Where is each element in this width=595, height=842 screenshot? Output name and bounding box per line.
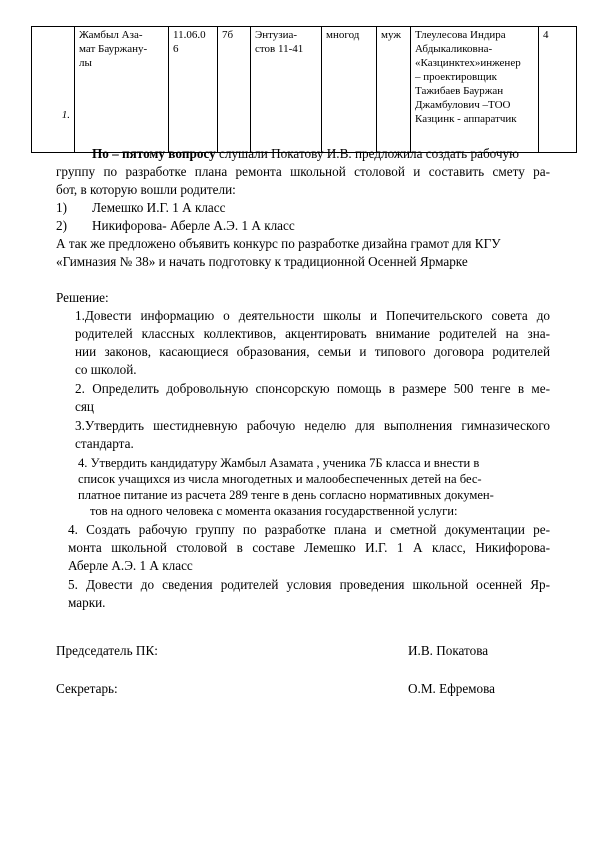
secretary-label: Секретарь: [56,681,118,696]
decision-p4-line1: 4. Утвердить кандидатуру Жамбыл Азамата , ученика 7Б класса и внести в [78,456,480,470]
children-count: 4 [543,29,549,41]
secretary-name: О.М. Ефремова [408,681,496,696]
name-cell [75,27,169,153]
decision-p4-line2: список учащихся из числа многодетных и малообеспеченных детей на бес- [78,472,482,486]
gender: муж [381,29,401,41]
decision-p5-line1: 4. Создать рабочую группу по разработке плана и сметной документации ре- [68,522,550,537]
student-table [31,26,577,153]
list-item: Никифорова- Аберле А.Э. 1 А класс [92,218,295,233]
fifth-question-lead: По – пятому вопросу [92,146,216,161]
chair-name: И.В. Покатова [408,643,489,658]
decision-p3-line1: 3.Утвердить шестидневную рабочую неделю для выполнения гимназического [75,418,550,433]
family-status: многод [326,29,360,41]
dob-cell [169,27,218,153]
decision-p1-line2: родителей классных коллективов, акцентировать внимание родителей на зна- [75,326,550,341]
decision-p1-line3: нии законов, касающиеся образования, семьи и типового договора родителей [75,344,550,359]
gender-cell [377,27,411,153]
fifth-question-line2: группу по разработке плана ремонта школьной столовой и составить смету ра- [56,164,550,179]
contest-line2: «Гимназия № 38» и начать подготовку к традиционной Осенней Ярмарке [56,254,468,269]
decision-p5-line3: Аберле А.Э. 1 А класс [68,558,193,573]
grade: 7б [222,29,234,41]
decision-p2-line1: 2. Определить добровольную спонсорскую помощь в размере 500 тенге в ме- [75,381,550,396]
fifth-question-text: слушали Покатову И.В. предложила создать рабочую [215,146,519,161]
address: Энтузиа- стов 11-41 [255,29,304,55]
list-item-number: 2) [56,218,67,233]
grade-cell [218,27,251,153]
table-row [32,27,577,153]
decision-p2-line2: сяц [75,399,94,414]
fifth-question-line3: бот, в которую вошли родители: [56,182,236,197]
parents-cell [411,27,539,153]
fifth-question-line1 [92,145,550,163]
decision-p6-line2: марки. [68,595,106,610]
children-cell [539,27,577,153]
row-number-cell [32,27,75,153]
decision-p5-line2: монта школьной столовой в составе Лемешко И.Г. 1 А класс, Никифорова- [68,540,550,555]
decision-p4-line4: тов на одного человека с момента оказания государственной услуги: [90,504,458,518]
contest-line1: А так же предложено объявить конкурс по разработке дизайна грамот для КГУ [56,236,501,251]
decision-p6-line1: 5. Довести до сведения родителей условия проведения школьной осенней Яр- [68,577,550,592]
decision-p4-line3: платное питание из расчета 289 тенге в день согласно нормативных докумен- [78,488,494,502]
decision-p1-line4: со школой. [75,362,137,377]
family-cell [322,27,377,153]
row-number: 1. [61,109,70,121]
decision-p3-line2: стандарта. [75,436,134,451]
list-item-number: 1) [56,200,67,215]
student-name: Жамбыл Аза- мат Бауржану- лы [79,29,148,69]
parents: Тлеулесова Индира Абдыкаликовна- «Казцинктех»инженер – проектировщик Тажибаев Бауржан Джамбулович –ТОО Казцинк - аппаратчик [415,29,521,125]
date-of-birth: 11.06.0 6 [173,29,206,55]
list-item: Лемешко И.Г. 1 А класс [92,200,226,215]
chair-label: Председатель ПК: [56,643,158,658]
decision-heading: Решение: [56,290,109,305]
address-cell [251,27,322,153]
decision-p1-line1: 1.Довести информацию о деятельности школы и Попечительского совета до [75,308,550,323]
